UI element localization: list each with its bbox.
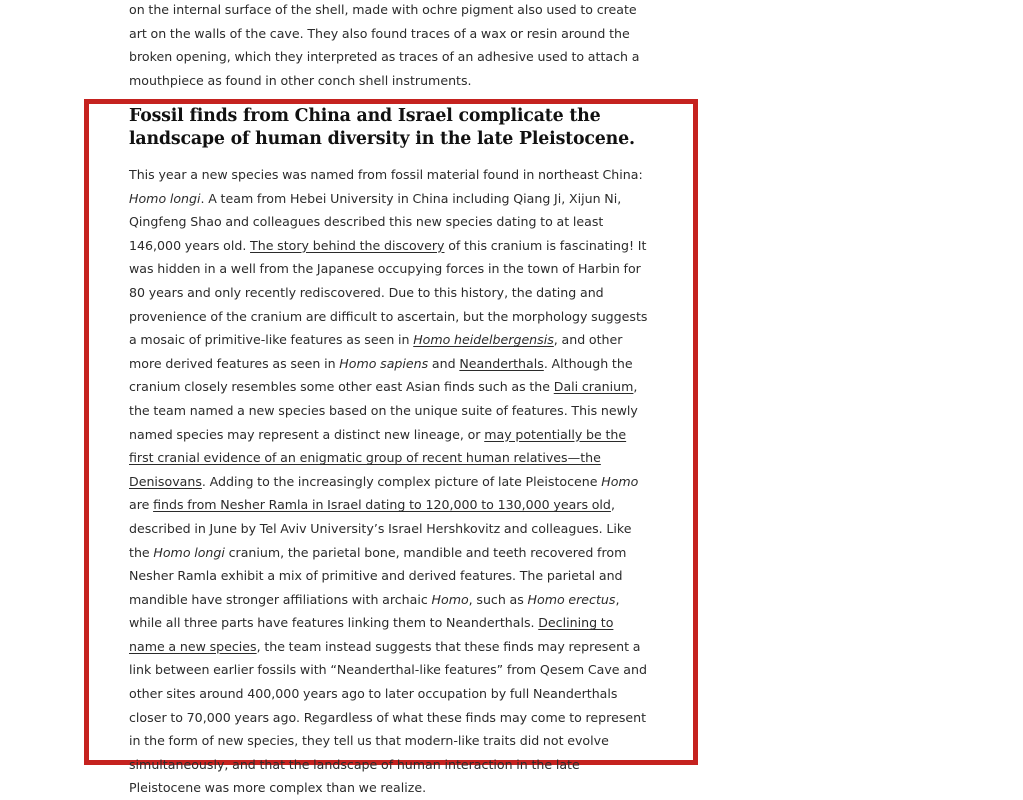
section-heading: Fossil finds from China and Israel complicate the landscape of human diversity in the late Pleistocene. xyxy=(129,106,635,149)
body-text: and xyxy=(428,355,460,371)
body-text: . A team from Hebei University in China including Qiang Ji, Xijun Ni, Qingfeng Shao and colleagues described this new species dating to at least 146,000 years old. xyxy=(129,190,622,253)
denisovans-link[interactable]: may potentially be the first cranial evidence of an enigmatic group of recent human relatives—the Denisovans xyxy=(129,426,627,489)
dali-cranium-link[interactable]: Dali cranium xyxy=(553,379,634,395)
body-text: This year a new species was named from fossil material found in northeast China: xyxy=(129,167,643,182)
nesher-ramla-finds-link[interactable]: finds from Nesher Ramla in Israel dating to 120,000 to 130,000 years old xyxy=(153,497,611,513)
species-name: Homo erectus xyxy=(527,591,616,607)
species-name: Homo sapiens xyxy=(339,355,429,371)
body-text: of this cranium is fascinating! It was hidden in a well from the Japanese occupying forces in the town of Harbin for 80 years and only recently rediscovered. Due to this history, the dating and provenience of the cranium are difficult to ascertain, but the morphology suggests a mosaic of primitive-like features as seen in xyxy=(129,237,648,348)
homo-heidelbergensis-link[interactable]: Homo heidelbergensis xyxy=(413,332,554,348)
genus-name: Homo xyxy=(601,473,639,489)
species-name: Homo longi xyxy=(129,190,201,206)
intro-paragraph: on the internal surface of the shell, made with ochre pigment also used to create art on the walls of the cave. They also found traces of a wax or resin around the broken opening, which they interpreted as traces of an adhesive used to attach a mouthpiece as found in other conch shell instruments. xyxy=(129,2,640,88)
body-text: . Adding to the increasingly complex picture of late Pleistocene xyxy=(201,473,602,489)
body-text: , while all three parts have features linking them to Neanderthals. xyxy=(129,591,620,631)
body-text: cranium, the parietal bone, mandible and teeth recovered from Nesher Ramla exhibit a mix of primitive and derived features. The parietal and mandible have stronger affiliations with archaic xyxy=(129,544,627,607)
neanderthals-link[interactable]: Neanderthals xyxy=(459,355,544,371)
body-text: . Although the cranium closely resembles some other east Asian finds such as the xyxy=(129,355,633,395)
story-behind-discovery-link[interactable]: The story behind the discovery xyxy=(250,237,445,253)
body-text: , and other more derived features as seen in xyxy=(129,332,623,371)
body-text: , the team instead suggests that these finds may represent a link between earlier fossils with “Neanderthal-like features” from Qesem Cave and other sites around 400,000 years ago to later occupation by full Neanderthals closer to 70,000 years ago. Regardless of what these finds may come to represent in the form of new species, they tell us that modern-like traits did not evolve simultaneously, and that the landscape of human interaction in the late Pleistocene was more complex than we realize. xyxy=(129,638,647,796)
section-body-paragraph xyxy=(129,163,649,800)
body-text: , described in June by Tel Aviv University’s Israel Hershkovitz and colleagues. Like the xyxy=(129,497,632,560)
body-text: , such as xyxy=(468,591,528,607)
species-name: Homo longi xyxy=(153,544,225,560)
body-text: , the team named a new species based on the unique suite of features. This newly named species may represent a distinct new lineage, or xyxy=(129,379,638,442)
genus-name: Homo xyxy=(431,591,469,607)
body-text: are xyxy=(129,497,154,513)
declining-new-species-link[interactable]: Declining to name a new species xyxy=(129,615,614,654)
